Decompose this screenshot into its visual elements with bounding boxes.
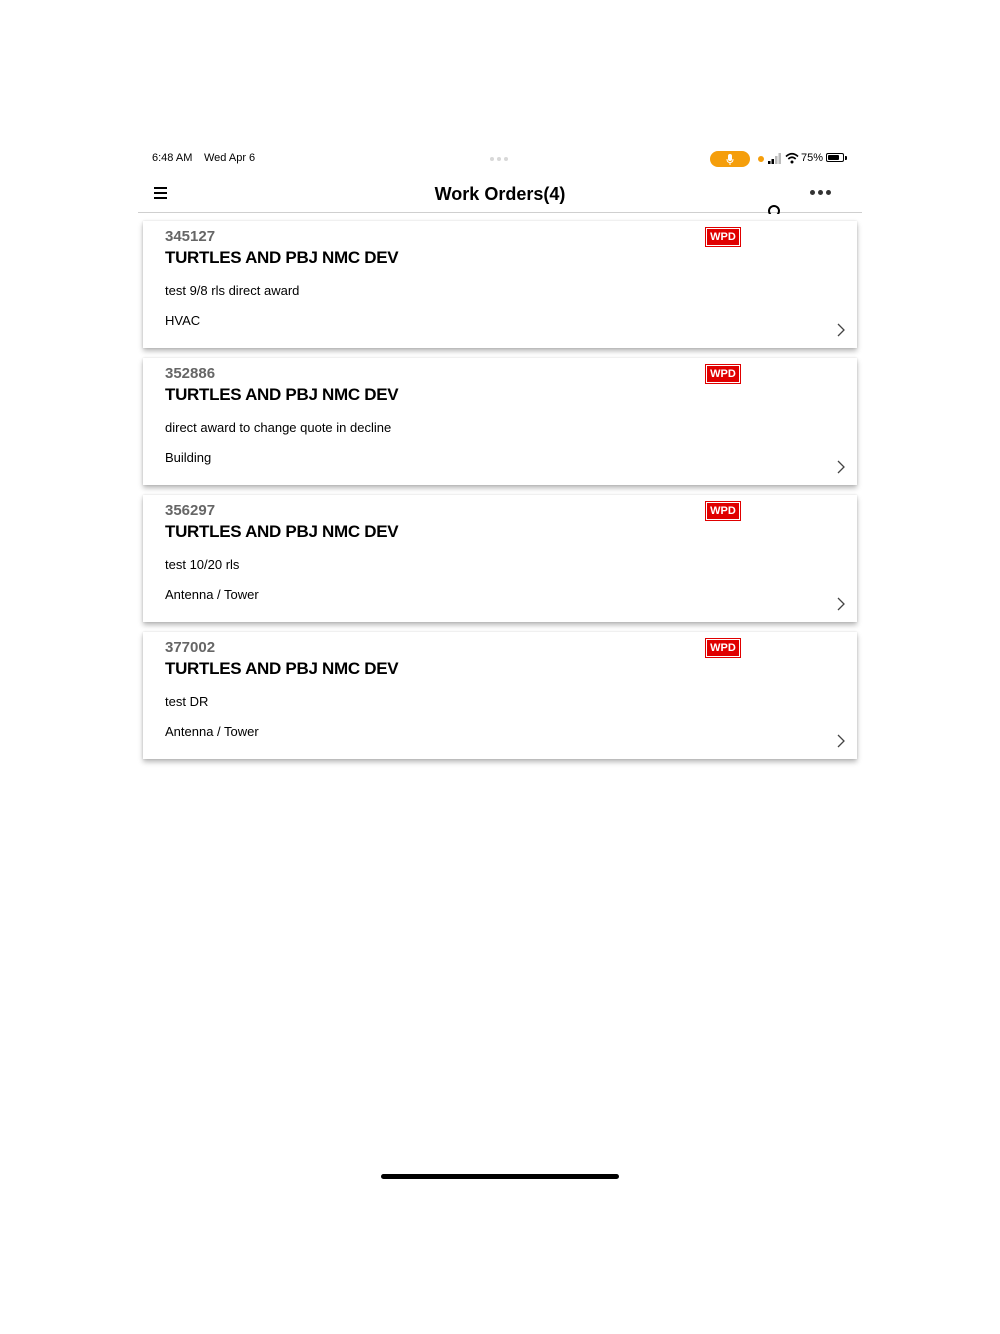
work-order-description: direct award to change quote in decline <box>165 420 392 435</box>
work-order-id: 377002 <box>165 639 216 656</box>
work-order-card[interactable] <box>143 632 857 759</box>
home-indicator[interactable] <box>381 1174 619 1179</box>
status-bar <box>138 148 862 170</box>
work-order-id: 352886 <box>165 365 216 382</box>
status-date: Wed Apr 6 <box>204 152 256 164</box>
status-badge: WPD <box>706 502 740 520</box>
battery-percent: 75% <box>801 152 824 164</box>
work-order-card[interactable] <box>143 221 857 348</box>
search-icon[interactable] <box>767 204 781 214</box>
status-badge: WPD <box>706 228 740 246</box>
work-order-title: TURTLES AND PBJ NMC DEV <box>165 659 399 678</box>
chevron-right-icon <box>836 460 846 474</box>
work-order-list <box>143 221 857 769</box>
chevron-right-icon <box>836 734 846 748</box>
microphone-icon <box>710 151 750 167</box>
work-order-title: TURTLES AND PBJ NMC DEV <box>165 385 399 404</box>
chevron-right-icon <box>836 323 846 337</box>
work-order-category: HVAC <box>165 313 201 328</box>
multitasking-dots-icon[interactable] <box>490 157 508 161</box>
battery-tip <box>845 156 847 160</box>
work-order-card[interactable] <box>143 495 857 622</box>
status-time: 6:48 AM <box>152 152 193 164</box>
work-order-category: Building <box>165 450 212 465</box>
work-order-description: test DR <box>165 694 209 709</box>
page-title: Work Orders(4) <box>434 184 566 204</box>
battery-icon <box>826 153 844 162</box>
chevron-right-icon <box>836 597 846 611</box>
work-order-title: TURTLES AND PBJ NMC DEV <box>165 522 399 541</box>
cellular-signal-icon <box>768 153 782 164</box>
work-order-category: Antenna / Tower <box>165 587 259 602</box>
status-badge: WPD <box>706 639 740 657</box>
work-order-id: 345127 <box>165 228 216 245</box>
status-badge: WPD <box>706 365 740 383</box>
work-order-description: test 9/8 rls direct award <box>165 283 300 298</box>
work-order-description: test 10/20 rls <box>165 557 240 572</box>
privacy-indicator-icon <box>758 156 764 162</box>
nav-bar <box>138 172 862 213</box>
work-order-title: TURTLES AND PBJ NMC DEV <box>165 248 399 267</box>
wifi-icon <box>785 152 799 164</box>
work-order-card[interactable] <box>143 358 857 485</box>
work-order-id: 356297 <box>165 502 216 519</box>
work-order-category: Antenna / Tower <box>165 724 259 739</box>
more-options-icon[interactable] <box>810 190 831 195</box>
